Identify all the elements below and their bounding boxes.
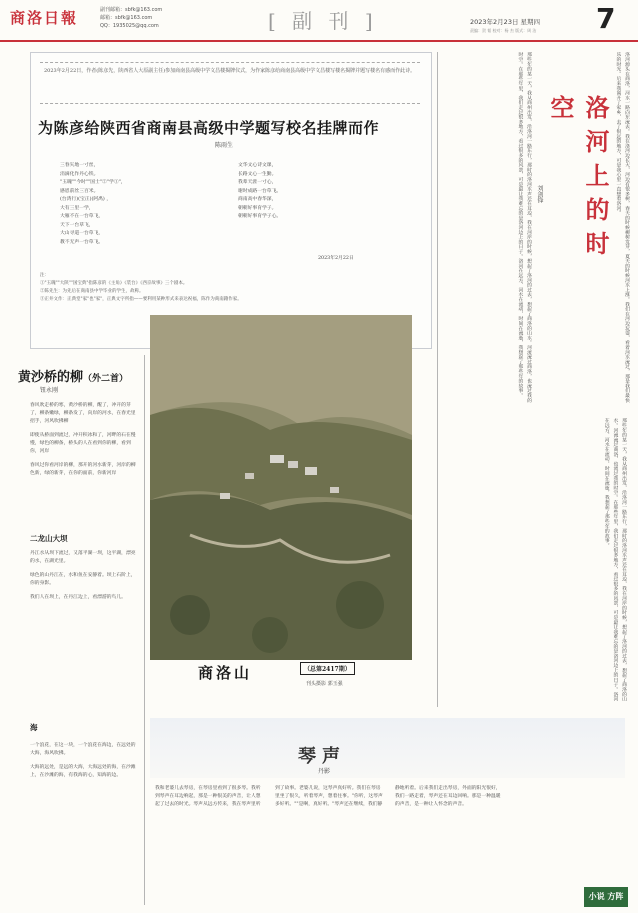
feature-notes [40,272,420,304]
poem-stanza: 大海的远处，是远的大海，大海远处的海，在沙滩上，在沙滩的海，有我海的心，知海的边。 [30,765,136,778]
poem-line: 我辈天涯一寸心， [238,180,277,185]
photo-title: 商洛山 [198,664,253,682]
essay-body-col3: 那些年的某一天，我从商州出发，沿洛河一路东行，那时的洛河水声还在耳边，我在河岸的时候，想起了洛河的过去，想起了商洛的山水。河流流过商洛，也流过我的时空。在那些年里，我们走过很多地方，看过很多的风景，可是最让我难忘的是洛河边上的日子。洛河在远方，河水在流动，时间在流逝，我想起了那些年的故事。 [603,418,626,702]
feature-author: 陈雨生 [215,142,234,149]
feature-poem-col1 [60,162,190,247]
poem-body-3 [30,742,138,786]
feature-headline: 为陈彦给陕西省商南县高级中学题写校名挂牌而作 [38,119,380,137]
poem-body [30,402,138,484]
essay-author: 刘剑锋 [536,185,543,203]
section-brand: 小说 方阵 [584,887,628,907]
issue-date: 2023年2月23日 星期四 [470,18,541,26]
poem-title [18,366,128,385]
poem-stanza: 我们人在坝上，在丹江边上，看漂游的鸟儿。 [30,595,126,600]
poem-line: "玉魄""今时""国士"②"学①"， [60,180,126,185]
column-divider [437,52,438,707]
issue-badge: （总第2417期） [300,662,355,675]
note-line: ②陈先生：为先后在商南县中学毕业的学生，故称。 [40,289,144,294]
feature-poem-col2 [238,162,378,222]
poem-date: 2023年2月22日 [318,256,354,261]
poem-line: 涓滴化作丹心铁。 [60,171,99,177]
poem-body-2 [30,550,138,608]
poem-line: 天下一台草飞， [60,222,94,228]
mountain-image [150,315,412,660]
column-divider [144,355,145,905]
poem-stanza: 丹江水从坝下流过，又落平湖一坝，这平湖，漂亮的水，在湖光里。 [30,551,136,564]
poem-subtitle: 海 [30,723,38,732]
poem-title-main: 黄沙桥的柳 [18,370,84,385]
poem-line: 朝朝好事育学子心。 [238,214,282,219]
page-header [0,0,638,42]
editor-line: 责编：贺 韬 校对：杨 杰 版式：周 洁 [470,28,537,33]
essay-body-col2: 洛河源头在商洛，河水一路向东流去。我在洛河边长大，河边有很多树，春天的时候柳树发芽，夏天的时候河水上涨。我们在河边玩耍，看着河水流过，那是我们最快乐的时光。后来我离开了家乡，去了很远的地方，可是我心里一直想着洛河。 [615,52,629,403]
poem-line: (台湾行)(宝正)(阿禹) ， [60,197,112,202]
essay-body-col1: 那些年的某一天，我从商州出发，沿洛河一路东行，那时的洛河水声还在耳边，我在河岸的时候，想起了洛河的过去，想起了商洛的山水。河流流过商洛，也流过我的时空。在那些年里，我们走过很多地方，看过很多的风景，可是最让我难忘的是洛河边上的日子。洛河在远方，河水在流动，时间在流逝，我想起了那些年的故事。 [517,52,531,403]
poem-line: 大有三里一学， [60,205,94,211]
note-line: ③正井文作：正典堂"家"也"家"，正典文字所指——要利用某种形式来表达祝福，陈作为商南籍作家。 [40,297,242,302]
poem-stanza: 绿色的山丹江在，水和鱼在安静着。坝上石阶上，你的身影。 [30,573,136,586]
landscape-photo [150,315,412,660]
note-line: ①"玉魄""大陕""国宝典"指陈彦的《主角》《装台》《西京故事》三个剧本。 [40,281,188,286]
poem-line: 大山寻道一台草飞， [60,231,104,236]
essay-title: 洛河上的时空 [546,95,609,265]
note-line: 注： [40,273,49,278]
poem-author: 钮永刚 [40,387,59,394]
poem-line: 长路文心一生勤。 [238,171,277,177]
contact-line: 邮箱：sbfk@163.com [100,15,153,21]
section-band [150,718,625,778]
newspaper-logo: 商洛日報 [10,9,79,27]
poem-stanza: 一个浪花，在这一块，一个浪花在海边，在远处的大海，海风吹拂。 [30,743,136,756]
poem-line: 大雁不在一台草飞， [60,214,104,219]
poem-line: 商南高中春华深， [238,197,277,202]
poem-line: 教不无声一台草飞。 [60,239,104,245]
poem-line: 三春矢地一寸丝， [60,163,99,168]
contact-info [100,6,162,30]
header-rule [0,40,638,42]
poem-line: 朝朝好事育学子。 [238,205,277,211]
contact-line: QQ：1935025@qq.com [100,23,159,29]
story-author: 丹影 [318,768,331,775]
poem-stanza: 即使从桥面到流过，冲开积冰和了，河畔的石在慢慢，绿色的柳条，桥头的人在看到你的柳，看到你，河岸 [30,433,136,454]
poem-line: 文华文心诗文课， [238,163,277,168]
poem-stanza: 春风吹走桥的寒，黄沙桥的柳，醒了，冲开的芽了，柳条嫩绿，柳条发了，向岸的河水，在春光里招手，河风吹拂柳 [30,403,136,424]
contact-line: 副刊邮箱：sbfk@163.com [100,7,163,13]
photo-credit: 刊头摄影 郭玉强 [306,681,343,687]
poem-title-suffix: （外二首） [83,374,129,384]
story-body: 我和老婆儿去琴房，在琴房里看到了很多琴。我听到琴声在耳边响起，那是一种很美的声音，让人想起了过去的时光。琴声从远方传来，我在琴声里听到了故事。老婆儿说，这琴声真好听。我们在琴房里坐了很久，听着琴声，想着往事。"你听，这琴声多好听。""是啊，真好听。"琴声还在继续，我们静静地听着。后来我们走出琴房，外面的阳光很好，我们一路走着，琴声还在耳边回响。那是一种温暖的声音，是一种让人怀念的声音。 [155,786,501,807]
poem-subtitle: 二龙山大坝 [30,534,68,543]
poem-line: 谢时成路一台草飞。 [238,188,282,194]
poem-stanza: 春风过你看河岸的柳，那开的河水新芽，河岸的柳色新，绿的新芽，在你的面前，你新河岸 [30,463,136,476]
section-title: [ 副 刊 ] [268,9,378,33]
page-number: 7 [596,2,616,35]
story-title: 琴声 [298,746,346,767]
feature-intro: 2023年2月22日，作者(陈彦先，陕西省人大原副主任)参加商南县高级中学文昌楼揭牌仪式，为作家陈彦给商南县高级中学文昌楼写楼名揭牌并题写楼名有感而作此诗。 [40,62,420,104]
poem-line: 感恩前丝三百米。 [60,188,99,194]
